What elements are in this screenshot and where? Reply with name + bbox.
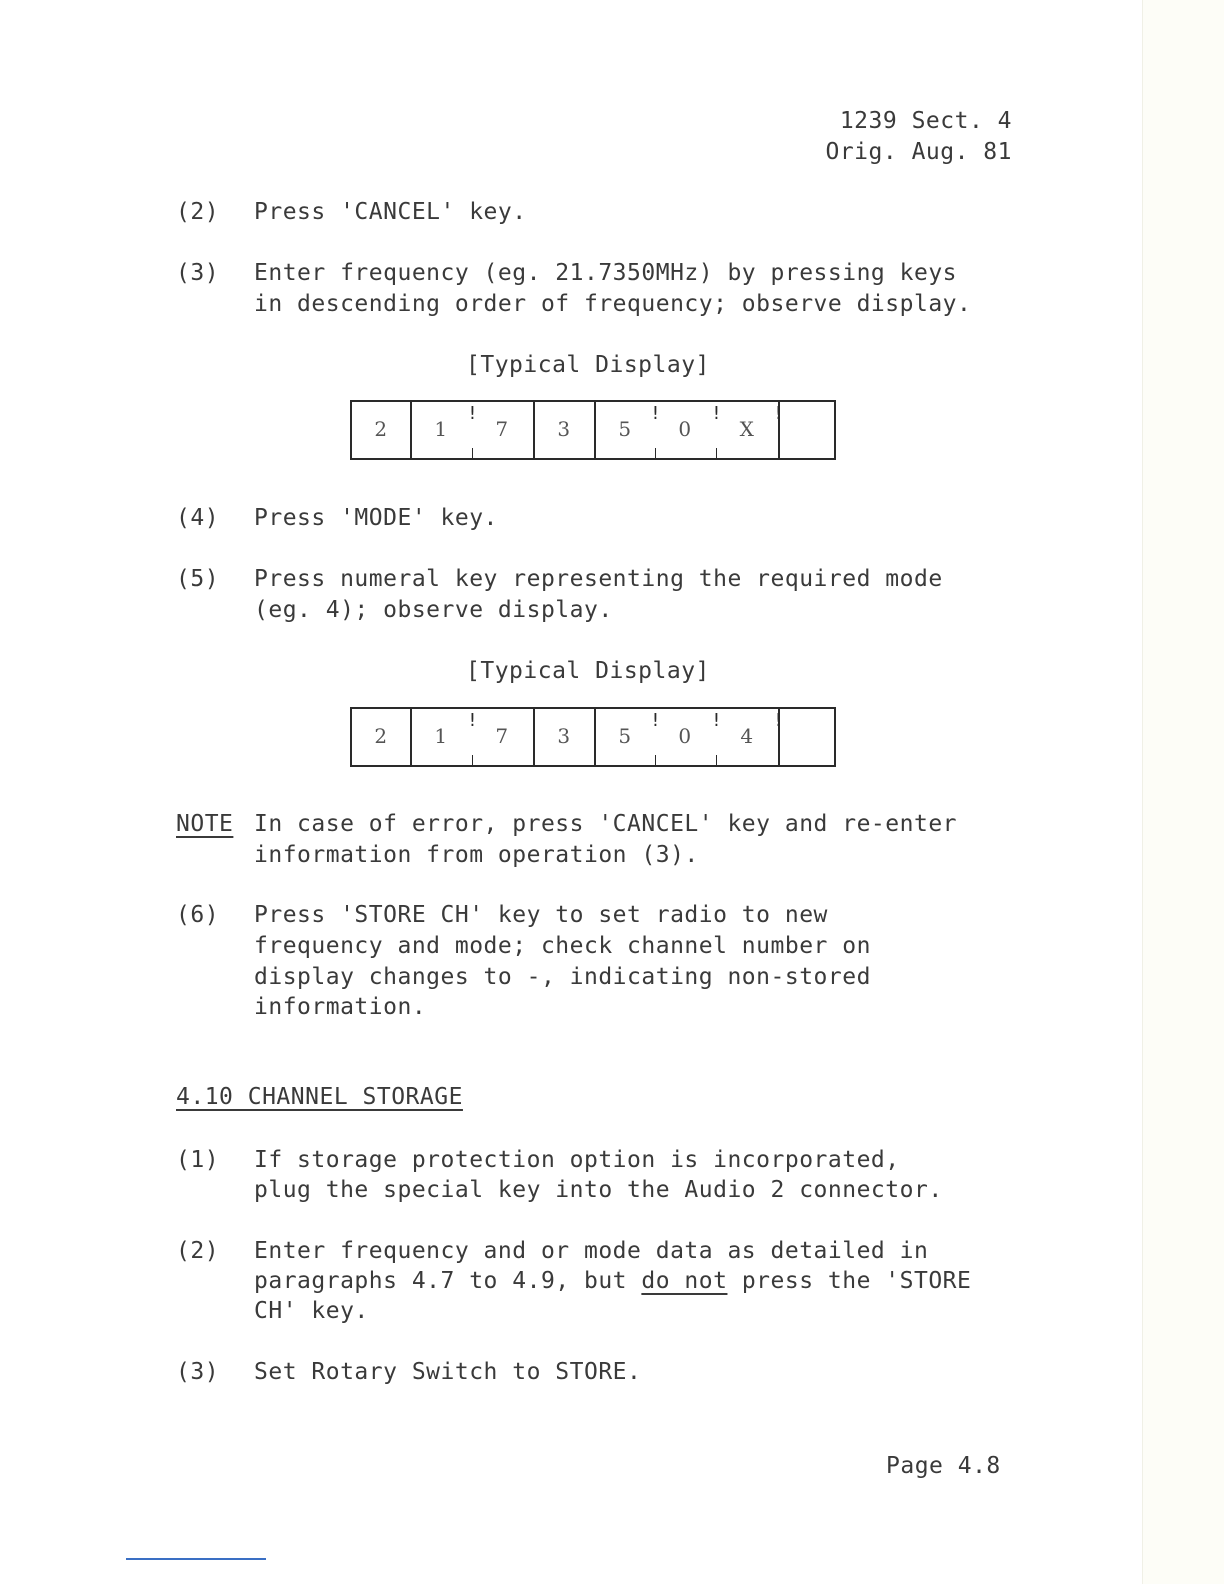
step-text [254, 1268, 971, 1294]
orig-date: Orig. Aug. 81 [825, 139, 1012, 165]
display-digit: 4 [740, 724, 754, 748]
note-text: In case of error, press 'CANCEL' key and re-enter [254, 811, 958, 837]
display-digit: X [739, 417, 755, 441]
digit-tick [716, 448, 717, 458]
step-text: frequency and mode; check channel number on [254, 933, 871, 959]
cell-divider [410, 709, 412, 765]
step-text: Set Rotary Switch to STORE. [254, 1359, 642, 1385]
cell-divider [594, 402, 596, 458]
step-number: (5) [176, 566, 220, 592]
doc-ref: 1239 Sect. 4 [839, 108, 1012, 134]
display-digit: 3 [557, 417, 571, 441]
cell-divider [410, 402, 412, 458]
display-digit: 2 [374, 724, 388, 748]
display-caption: [Typical Display] [466, 658, 710, 684]
display-digit: 1 [434, 724, 448, 748]
digit-tick [472, 755, 473, 765]
display-digit: 2 [374, 417, 388, 441]
typical-display-1: ! ! ! ! 2 1 7 3 5 0 X [350, 400, 836, 460]
step-number: (3) [176, 1359, 220, 1385]
step-number: (1) [176, 1147, 220, 1173]
step-text: Enter frequency and or mode data as detailed in [254, 1238, 929, 1264]
display-digit: 7 [495, 724, 509, 748]
step-number: (2) [176, 199, 220, 225]
section-heading: 4.10 CHANNEL STORAGE [176, 1084, 463, 1110]
page-number: Page 4.8 [886, 1453, 1001, 1479]
step-text: information. [254, 994, 427, 1020]
typical-display-2: ! ! ! ! 2 1 7 3 5 0 4 [350, 707, 836, 767]
digit-tick [655, 448, 656, 458]
step-text: in descending order of frequency; observe display. [254, 291, 972, 317]
step-text: plug the special key into the Audio 2 connector. [254, 1177, 943, 1203]
step-number: (4) [176, 505, 220, 531]
step-text: (eg. 4); observe display. [254, 597, 613, 623]
step-number: (3) [176, 260, 220, 286]
display-digit: 7 [495, 417, 509, 441]
step-text: Press 'CANCEL' key. [254, 199, 527, 225]
step-text: display changes to -, indicating non-stored [254, 964, 871, 990]
page-edge-shadow [1142, 0, 1224, 1584]
display-digit: 0 [678, 724, 692, 748]
display-digit: 1 [434, 417, 448, 441]
step-text: Press numeral key representing the required mode [254, 566, 943, 592]
step-text: Press 'STORE CH' key to set radio to new [254, 902, 828, 928]
digit-tick [472, 448, 473, 458]
step-number: (6) [176, 902, 220, 928]
emphasis-do-not: do not [641, 1268, 728, 1294]
cell-divider [594, 709, 596, 765]
step-number: (2) [176, 1238, 220, 1264]
display-digit: 0 [678, 417, 692, 441]
step-text-segment: paragraphs 4.7 to 4.9, but [254, 1268, 642, 1294]
cell-divider [533, 402, 535, 458]
display-digit: 5 [618, 724, 632, 748]
step-text: Press 'MODE' key. [254, 505, 498, 531]
step-text-segment: press the 'STORE [727, 1268, 972, 1294]
bottom-rule [126, 1558, 266, 1560]
step-text: If storage protection option is incorporated, [254, 1147, 900, 1173]
display-digit: 3 [557, 724, 571, 748]
digit-tick [716, 755, 717, 765]
display-caption: [Typical Display] [466, 352, 710, 378]
note-label: NOTE [176, 811, 234, 837]
step-text: CH' key. [254, 1298, 369, 1324]
display-digit: 5 [618, 417, 632, 441]
digit-tick [655, 755, 656, 765]
note-text: information from operation (3). [254, 842, 699, 868]
step-text: Enter frequency (eg. 21.7350MHz) by pressing keys [254, 260, 958, 286]
cell-divider [533, 709, 535, 765]
